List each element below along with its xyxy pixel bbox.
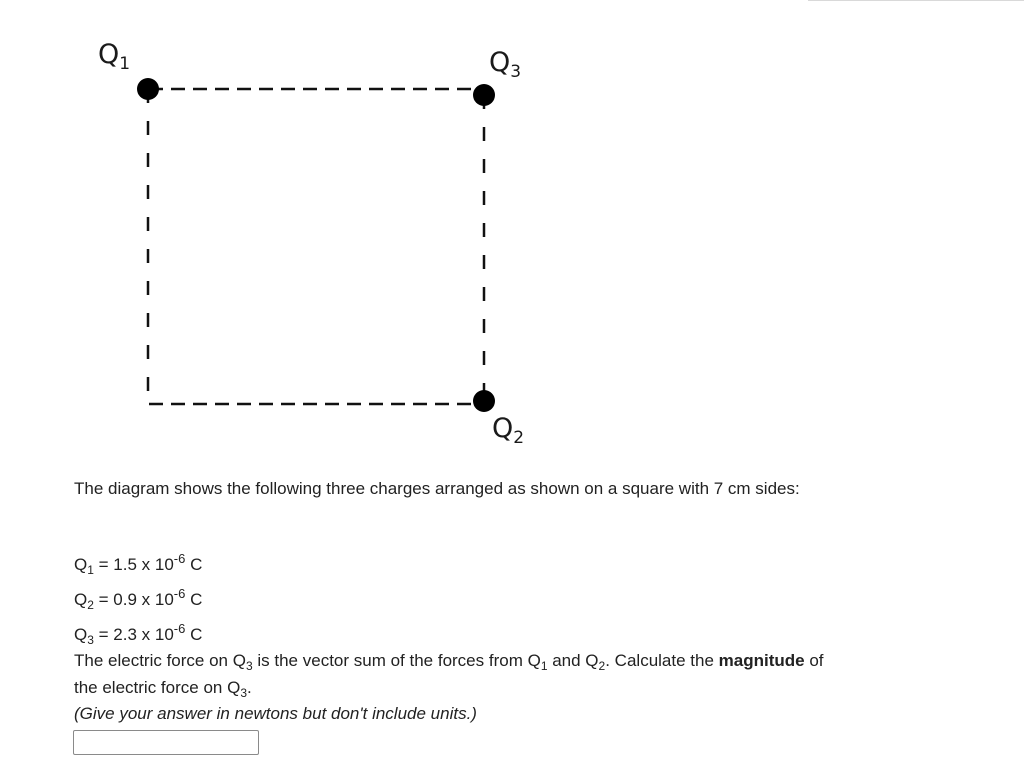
problem-question: The electric force on $Q_3$ is the vector sum of the forces from $Q_1$ and $Q_2$. Calculate the magnitude of the electric force on $Q_3$. [74,651,824,700]
charge-q1-label: $Q_1$ [98,39,131,74]
charge-square-diagram [0,0,600,460]
charge-q3-dot [473,84,495,106]
problem-intro: The diagram shows the following three charges arranged as shown on a square with 7 cm sides: [74,479,800,498]
answer-input[interactable] [73,730,259,755]
answer-instructions: (Give your answer in newtons but don't include units.) [74,704,477,723]
charge-q2-label: $Q_2$ [492,413,525,448]
charge-q1-dot [137,78,159,100]
charge-q1-value: $Q_1 = 1.5$ x $10^{-6}$ C [74,551,203,577]
charge-q2-dot [473,390,495,412]
charge-q3-value: $Q_3 = 2.3$ x $10^{-6}$ C [74,621,203,647]
top-divider [808,0,1024,1]
charge-q3-label: $Q_3$ [489,47,522,82]
question-emphasis: magnitude [718,651,805,670]
charge-q2-value: $Q_2 = 0.9$ x $10^{-6}$ C [74,586,203,612]
